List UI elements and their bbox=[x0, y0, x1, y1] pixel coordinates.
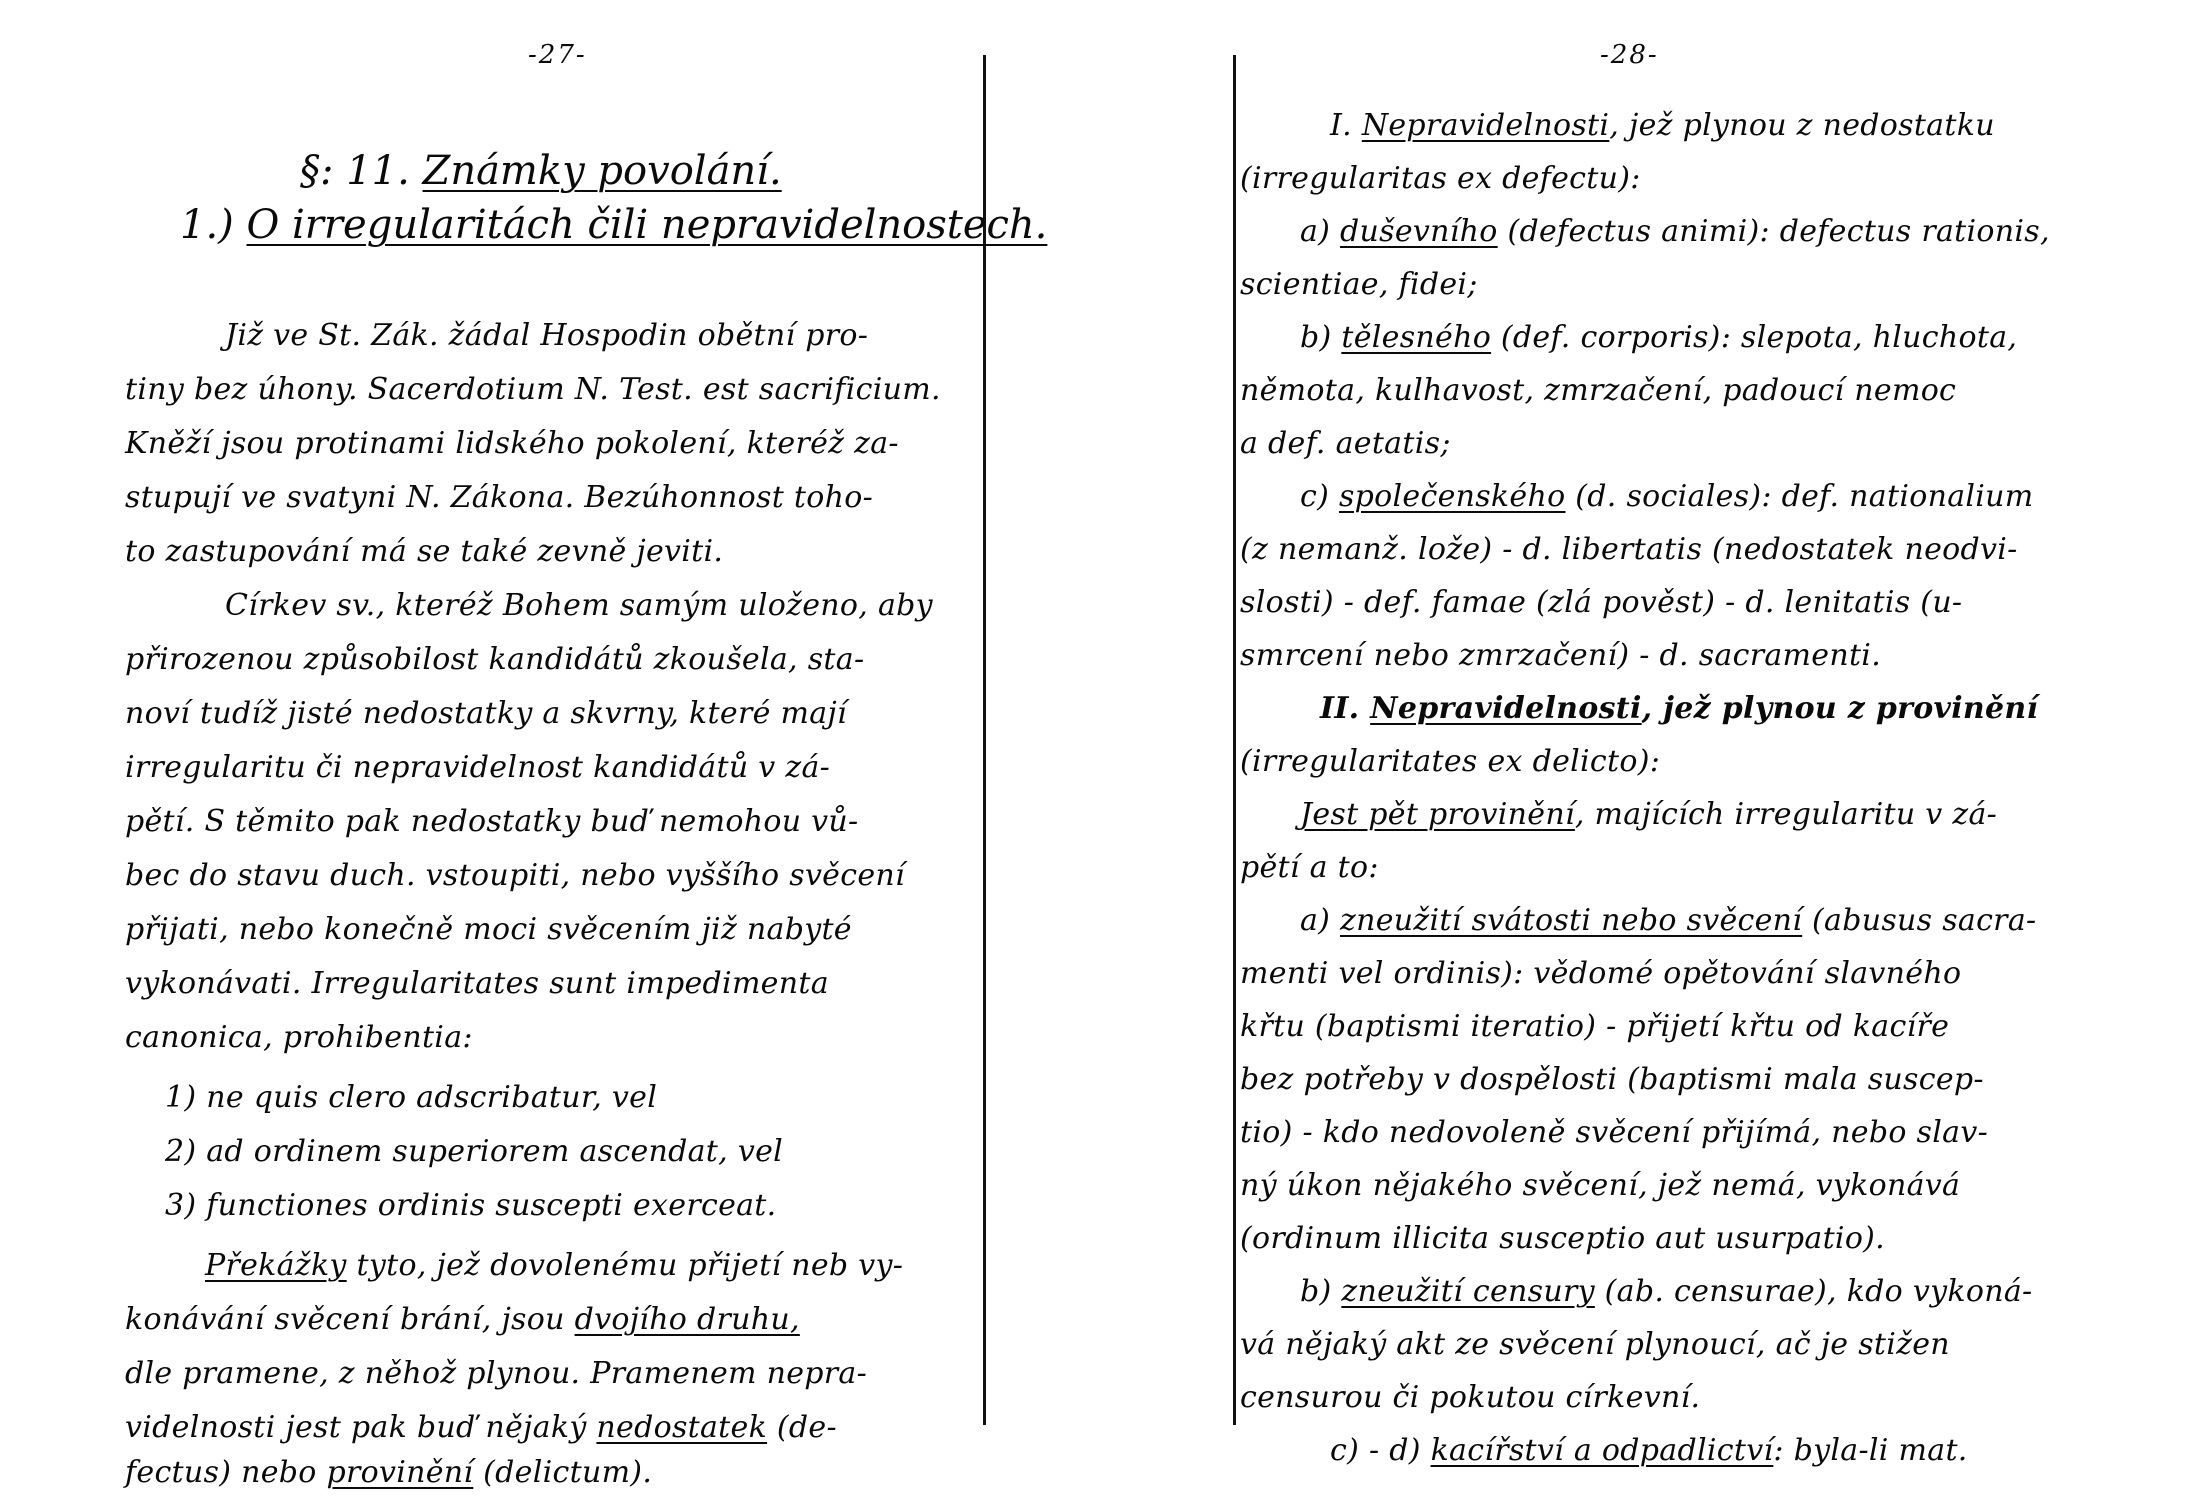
section-number: §: 11. bbox=[300, 148, 410, 194]
text-line: b) zneužití censury (ab. censurae), kdo vykoná- bbox=[1300, 1274, 2033, 1309]
underlined-term: Překážky bbox=[205, 1248, 347, 1283]
text-line: (ordinum illicita susceptio aut usurpatio). bbox=[1240, 1221, 1886, 1256]
text-line: tio) - kdo nedovoleně svěcení přijímá, nebo slav- bbox=[1240, 1115, 1989, 1150]
underlined-term: Jest pět provinění bbox=[1300, 797, 1575, 832]
text-line: přirozenou způsobilost kandidátů zkoušela, sta- bbox=[125, 642, 865, 677]
page-number: -28- bbox=[1600, 40, 1659, 70]
page-27 bbox=[0, 0, 1048, 1500]
subsection-heading bbox=[180, 202, 1047, 248]
text-line: vykonávati. Irregularitates sunt impedimenta bbox=[125, 966, 829, 1001]
text-line: přijati, nebo konečně moci svěcením již nabyté bbox=[125, 912, 852, 947]
underlined-term: zneužití svátosti nebo svěcení bbox=[1340, 903, 1803, 938]
text-line: pětí a to: bbox=[1240, 850, 1379, 885]
text-line: a def. aetatis; bbox=[1240, 426, 1451, 461]
text-line: křtu (baptismi iteratio) - přijetí křtu od kacíře bbox=[1240, 1009, 1950, 1044]
section-title: Známky povolání. bbox=[422, 148, 782, 194]
text-line: (z nemanž. lože) - d. libertatis (nedostatek neodvi- bbox=[1240, 532, 2018, 567]
text-line: menti vel ordinis): vědomé opětování slavného bbox=[1240, 956, 1962, 991]
text-line: dle pramene, z něhož plynou. Pramenem nepra- bbox=[125, 1356, 868, 1391]
text-line: (irregularitates ex delicto): bbox=[1240, 744, 1661, 779]
text-line: ný úkon nějakého svěcení, jež nemá, vykonává bbox=[1240, 1168, 1961, 1203]
text-line: vá nějaký akt ze svěcení plynoucí, ač je stižen bbox=[1240, 1327, 1950, 1362]
text-line: canonica, prohibentia: bbox=[125, 1020, 473, 1055]
text-line: Překážky tyto, jež dovolenému přijetí neb vy- bbox=[205, 1248, 904, 1283]
text-line: I. Nepravidelnosti, jež plynou z nedostatku bbox=[1330, 108, 1995, 143]
text-line: a) zneužití svátosti nebo svěcení (abusus sacra- bbox=[1300, 903, 2037, 938]
text-line: stupují ve svatyni N. Zákona. Bezúhonnost toho- bbox=[125, 480, 874, 515]
text-line: c) společenského (d. sociales): def. nationalium bbox=[1300, 479, 2034, 514]
text-line: (irregularitas ex defectu): bbox=[1240, 161, 1641, 196]
text-line: Kněží jsou protinami lidského pokolení, kteréž za- bbox=[125, 426, 899, 461]
underlined-term: zneužití censury bbox=[1341, 1274, 1595, 1309]
text-line: tiny bez úhony. Sacerdotium N. Test. est sacrificium. bbox=[125, 372, 941, 407]
text-line: to zastupování má se také zevně jeviti. bbox=[125, 534, 724, 569]
underlined-term: Nepravidelnosti bbox=[1370, 691, 1642, 726]
text-line: videlnosti jest pak buď nějaký nedostatek (de- bbox=[125, 1410, 837, 1445]
text-line: b) tělesného (def. corporis): slepota, hluchota, bbox=[1300, 320, 2018, 355]
text-line: Již ve St. Zák. žádal Hospodin obětní pro- bbox=[225, 318, 869, 353]
list-item: 2) ad ordinem superiorem ascendat, vel bbox=[165, 1134, 784, 1169]
subsection-title: O irregularitách čili nepravidelnostech. bbox=[246, 202, 1048, 248]
text-line: noví tudíž jisté nedostatky a skvrny, které mají bbox=[125, 696, 847, 731]
text-line: scientiae, fidei; bbox=[1240, 267, 1478, 302]
page-28 bbox=[1230, 0, 2200, 1500]
text-line: konávání svěcení brání, jsou dvojího druhu, bbox=[125, 1302, 800, 1337]
list-item: 3) functiones ordinis suscepti exerceat. bbox=[165, 1188, 777, 1223]
underlined-term: dvojího druhu, bbox=[574, 1302, 800, 1337]
underlined-term: tělesného bbox=[1341, 320, 1492, 355]
text-line: smrcení nebo zmrzačení) - d. sacramenti. bbox=[1240, 638, 1882, 673]
underlined-term: nedostatek bbox=[596, 1410, 768, 1445]
text-line: irregularitu či nepravidelnost kandidátů v zá- bbox=[125, 750, 831, 785]
text-line: němota, kulhavost, zmrzačení, padoucí nemoc bbox=[1240, 373, 1957, 408]
section-heading bbox=[300, 148, 782, 194]
underlined-term: duševního bbox=[1340, 214, 1498, 249]
text-line: censurou či pokutou církevní. bbox=[1240, 1380, 1701, 1415]
text-line: bec do stavu duch. vstoupiti, nebo vyššího svěcení bbox=[125, 858, 905, 893]
underlined-term: společenského bbox=[1338, 479, 1566, 514]
text-line: Církev sv., kteréž Bohem samým uloženo, aby bbox=[225, 588, 933, 623]
subsection-number: 1.) bbox=[180, 202, 234, 248]
text-line: fectus) nebo provinění (delictum). bbox=[125, 1455, 653, 1490]
text-line: II. Nepravidelnosti, jež plynou z provinění bbox=[1320, 691, 2039, 726]
page-number: -27- bbox=[528, 40, 587, 70]
underlined-term: provinění bbox=[326, 1455, 474, 1490]
text-line: pětí. S těmito pak nedostatky buď nemohou vů- bbox=[125, 804, 859, 839]
text-line: bez potřeby v dospělosti (baptismi mala suscep- bbox=[1240, 1062, 1984, 1097]
underlined-term: Nepravidelnosti bbox=[1361, 108, 1610, 143]
text-line: c) - d) kacířství a odpadlictví: byla-li mat. bbox=[1330, 1433, 1968, 1468]
text-line: Jest pět provinění, majících irregularitu v zá- bbox=[1300, 797, 1998, 832]
list-item: 1) ne quis clero adscribatur, vel bbox=[165, 1080, 658, 1115]
underlined-term: kacířství a odpadlictví bbox=[1430, 1433, 1774, 1468]
text-line: slosti) - def. famae (zlá pověst) - d. lenitatis (u- bbox=[1240, 585, 1963, 620]
text-line: a) duševního (defectus animi): defectus rationis, bbox=[1300, 214, 2050, 249]
